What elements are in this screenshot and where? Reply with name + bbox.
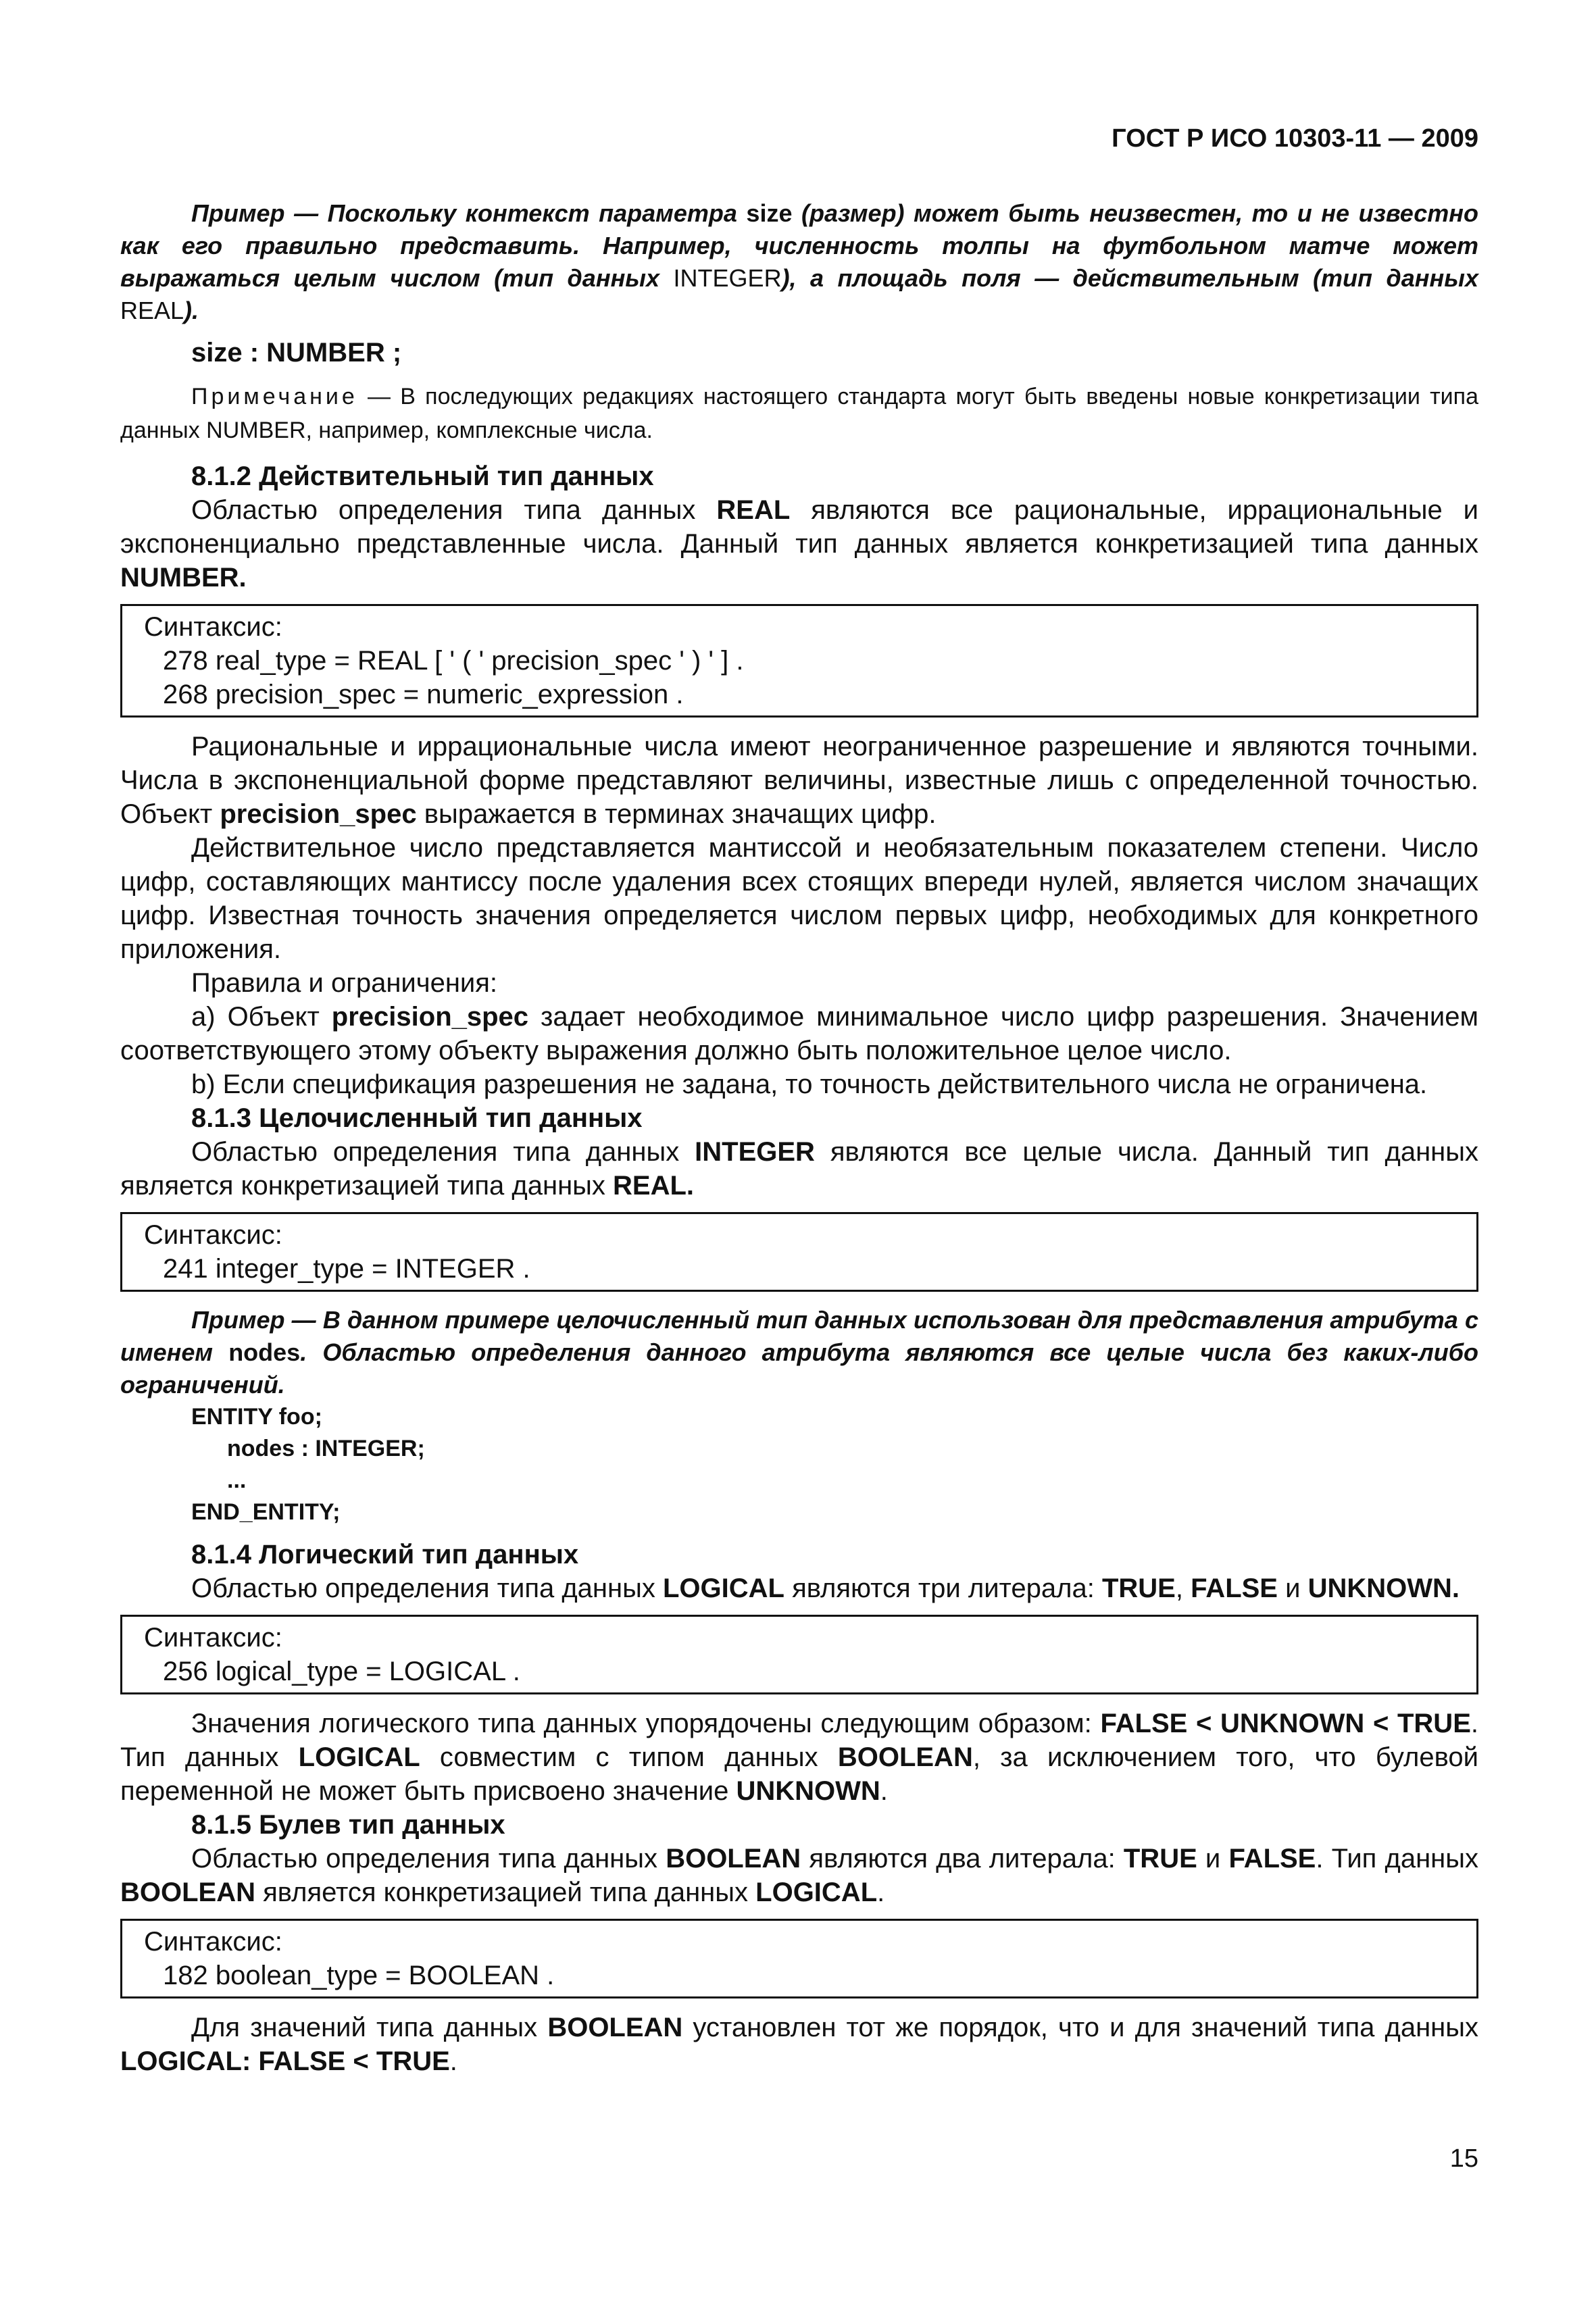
keyword: REAL.: [613, 1171, 695, 1201]
text-run: совместим с типом данных: [420, 1742, 838, 1772]
text-run: Областью определения типа данных: [191, 1574, 663, 1603]
keyword: FALSE: [1228, 1844, 1316, 1873]
keyword: UNKNOWN: [736, 1776, 880, 1806]
text-run: являются все целые числа. Данный тип данных является конкретизацией типа данных: [120, 1137, 1479, 1201]
text-run: a) Объект: [191, 1002, 332, 1032]
note-label: Примечание: [191, 384, 358, 409]
section-heading-8-1-5: 8.1.5 Булев тип данных: [191, 1810, 505, 1840]
keyword: precision_spec: [331, 1002, 529, 1032]
syntax-box: [120, 1615, 1478, 1694]
example-text: ), а площадь поля — действительным (тип данных: [781, 264, 1478, 292]
document-page: [120, 0, 1478, 2314]
paragraph: [120, 1571, 1478, 1605]
text-run: Рациональные и иррациональные числа имеют неограниченное разрешение и являются точными. Числа в экспоненциальной форме представляют величины, известные лишь с определенной точностью. Объект: [120, 732, 1478, 829]
example-term: REAL: [120, 297, 184, 324]
paragraph: [120, 493, 1478, 595]
keyword: REAL: [716, 495, 791, 525]
paragraph: b) Если спецификация разрешения не задана, то точность действительного числа не ограничена.: [191, 1070, 1428, 1099]
paragraph: [120, 1707, 1478, 1808]
text-run: задает необходимое минимальное число цифр разрешения. Значением соответствующего этому объекту выражения должно быть положительное целое число.: [120, 1002, 1478, 1065]
text-run: Значения логического типа данных упорядочены следующим образом:: [191, 1709, 1101, 1738]
text-run: выражается в терминах значащих цифр.: [416, 799, 937, 829]
keyword: LOGICAL: [755, 1878, 878, 1907]
text-run: и: [1197, 1844, 1229, 1873]
text-run: ,: [1175, 1574, 1191, 1603]
text-run: Для значений типа данных: [191, 2013, 548, 2042]
syntax-box: [120, 604, 1478, 718]
paragraph: Правила и ограничения:: [191, 968, 498, 998]
syntax-rule: 241 integer_type = INTEGER .: [163, 1254, 530, 1284]
syntax-box: [120, 1212, 1478, 1292]
syntax-box: [120, 1919, 1478, 1998]
keyword: NUMBER.: [120, 563, 247, 593]
paragraph: [120, 1000, 1478, 1067]
keyword: BOOLEAN: [837, 1742, 973, 1772]
example-text: Пример — Поскольку контекст параметра: [191, 199, 747, 227]
text-run: являются три литерала:: [784, 1574, 1102, 1603]
keyword: FALSE: [1191, 1574, 1278, 1603]
example-term: INTEGER: [673, 264, 782, 292]
keyword: BOOLEAN: [666, 1844, 801, 1873]
code-line: END_ENTITY;: [191, 1499, 341, 1525]
text-run: . Тип данных: [1316, 1844, 1478, 1873]
syntax-rule: 256 logical_type = LOGICAL .: [163, 1657, 520, 1686]
text-run: Областью определения типа данных: [191, 1844, 666, 1873]
code-block: [120, 1401, 1478, 1528]
syntax-label: Синтаксис:: [144, 1927, 282, 1957]
example-paragraph: [120, 197, 1478, 327]
keyword: BOOLEAN: [547, 2013, 683, 2042]
keyword: LOGICAL: [662, 1574, 784, 1603]
note-paragraph: [120, 380, 1478, 447]
example-text: ).: [184, 297, 199, 324]
section-heading-8-1-4: 8.1.4 Логический тип данных: [191, 1540, 579, 1569]
keyword: BOOLEAN: [120, 1878, 255, 1907]
text-run: Областью определения типа данных: [191, 1137, 695, 1167]
code-line: ...: [227, 1467, 247, 1493]
paragraph: [120, 1842, 1478, 1909]
paragraph: [120, 2011, 1478, 2078]
text-run: являются два литерала:: [801, 1844, 1124, 1873]
syntax-label: Синтаксис:: [144, 1220, 282, 1250]
keyword: TRUE: [1101, 1574, 1176, 1603]
keyword: precision_spec: [220, 799, 417, 829]
text-run: Областью определения типа данных: [191, 495, 717, 525]
section-heading-8-1-3: 8.1.3 Целочисленный тип данных: [191, 1103, 643, 1133]
example-term: nodes: [228, 1338, 301, 1366]
example-term: size: [746, 199, 793, 227]
page-body: [120, 197, 1478, 2078]
keyword: INTEGER: [695, 1137, 815, 1167]
text-run: , за исключением того, что булевой переменной не может быть присвоено значение: [120, 1742, 1478, 1806]
syntax-label: Синтаксис:: [144, 612, 282, 642]
example-paragraph: [120, 1304, 1478, 1401]
note-text: — В последующих редакциях настоящего стандарта могут быть введены новые конкретизации типа данных NUMBER, например, комплексные числа.: [120, 384, 1478, 443]
text-run: . Тип данных: [120, 1709, 1478, 1772]
keyword: FALSE < UNKNOWN < TRUE: [1100, 1709, 1471, 1738]
section-heading-8-1-2: 8.1.2 Действительный тип данных: [191, 461, 654, 491]
size-declaration: size : NUMBER ;: [191, 338, 402, 368]
syntax-label: Синтаксис:: [144, 1623, 282, 1653]
page-header: ГОСТ Р ИСО 10303-11 — 2009: [1112, 124, 1478, 153]
example-text: Пример — В данном примере целочисленный тип данных использован для представления атрибута с именем: [120, 1306, 1478, 1366]
page-number: 15: [1449, 2144, 1478, 2173]
text-run: .: [449, 2046, 457, 2076]
code-line: nodes : INTEGER;: [227, 1436, 425, 1461]
syntax-rule: 278 real_type = REAL [ ' ( ' precision_spec ' ) ' ] .: [163, 646, 744, 676]
code-line: ENTITY foo;: [191, 1404, 322, 1430]
text-run: .: [877, 1878, 885, 1907]
paragraph: [120, 1135, 1478, 1203]
text-run: являются все рациональные, иррациональные и экспоненциально представленные числа. Данный тип данных является конкретизацией типа данных: [120, 495, 1479, 559]
text-run: установлен тот же порядок, что и для значений типа данных: [682, 2013, 1479, 2042]
syntax-rule: 182 boolean_type = BOOLEAN .: [163, 1961, 555, 1990]
example-text: (размер) может быть неизвестен, то и не известно как его правильно представить. Например, численность толпы на футбольном матче может выражаться целым числом (тип данных: [120, 199, 1478, 292]
text-run: .: [880, 1776, 888, 1806]
keyword: LOGICAL: [298, 1742, 420, 1772]
example-text: . Областью определения данного атрибута являются все целые числа без каких-либо ограничений.: [120, 1338, 1478, 1399]
text-run: является конкретизацией типа данных: [255, 1878, 756, 1907]
syntax-rule: 268 precision_spec = numeric_expression .: [163, 680, 684, 709]
paragraph: Действительное число представляется мантиссой и необязательным показателем степени. Число цифр, составляющих мантиссу после удаления всех стоящих впереди нулей, является числом значащих цифр. Известная точность значения определяется числом первых цифр, необходимых для конкретного приложения.: [120, 833, 1478, 964]
text-run: и: [1277, 1574, 1308, 1603]
keyword: UNKNOWN.: [1307, 1574, 1460, 1603]
keyword: TRUE: [1123, 1844, 1197, 1873]
paragraph: [120, 730, 1478, 831]
keyword: LOGICAL: FALSE < TRUE: [120, 2046, 450, 2076]
